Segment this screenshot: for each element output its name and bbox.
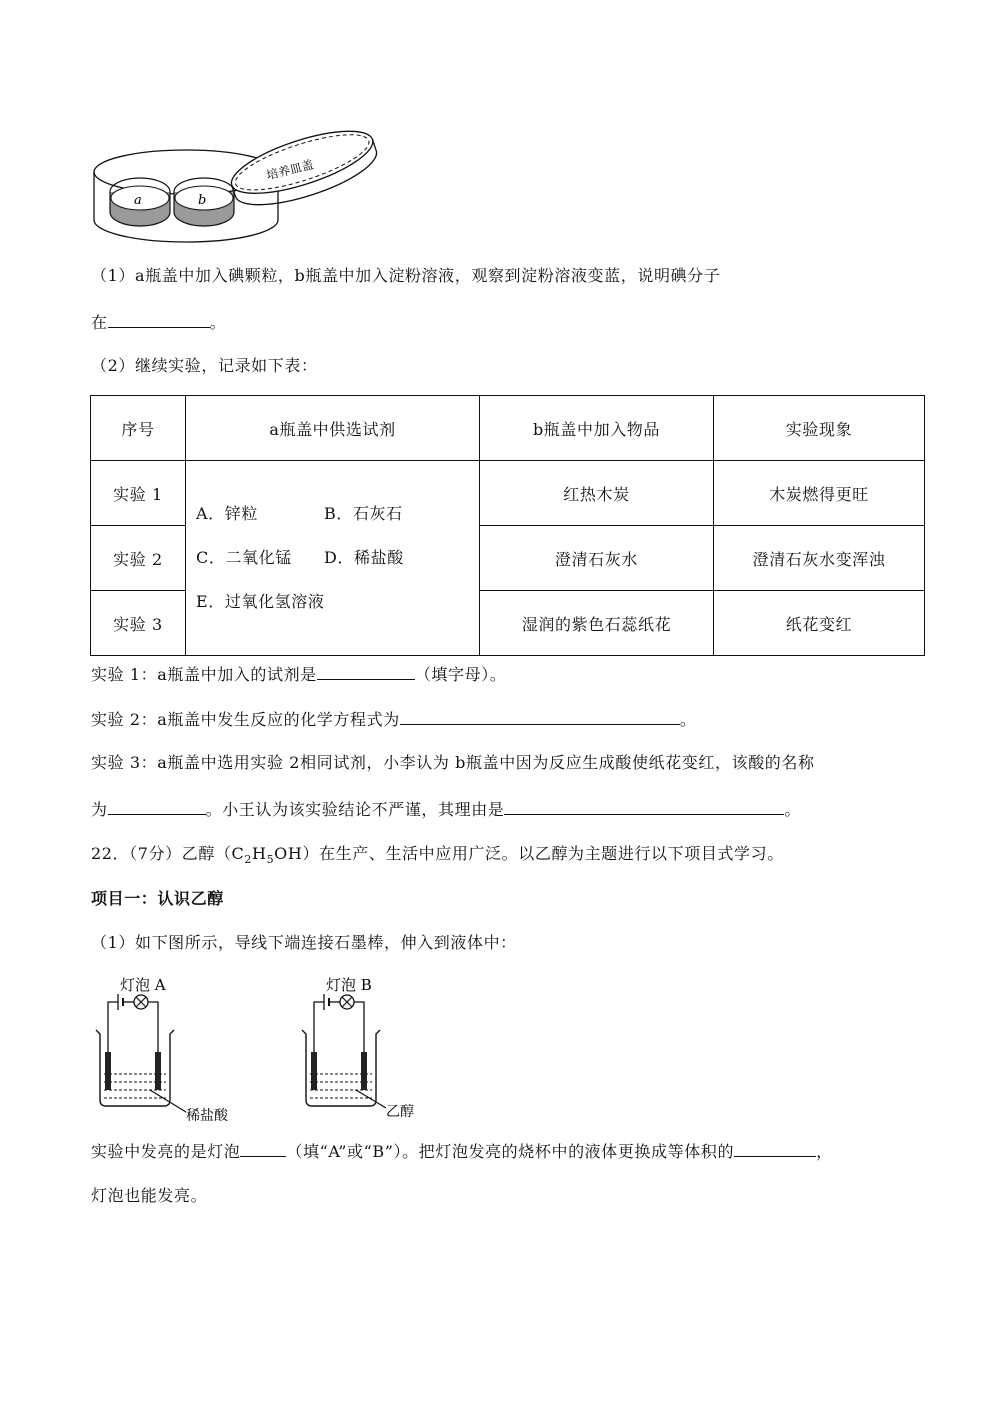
row-phenomenon: 澄清石灰水变浑浊 [714,526,925,591]
final-line1 [91,1140,833,1163]
reagent-options [186,461,480,656]
row-b-item: 湿润的紫色石蕊纸花 [480,591,714,656]
q22-sub2: 5 [266,853,275,867]
header-phenomenon: 实验现象 [714,396,925,461]
reagent-c: C．二氧化锰 [196,548,292,567]
table-row [91,461,925,526]
q1-end: 。 [209,313,227,332]
final-mid: （填“A”或“B”）。把灯泡发亮的烧杯中的液体更换成等体积的 [286,1142,735,1161]
row-b-item: 红热木炭 [480,461,714,526]
exp3-line1: 实验 3：a瓶盖中选用实验 2相同试剂，小李认为 b瓶盖中因为反应生成酸使纸花变红，该酸的名称 [91,753,815,772]
answer-blank-exp3b[interactable] [504,798,784,815]
bottle-b-label: b [198,193,207,208]
header-a-reagent: a瓶盖中供选试剂 [186,396,480,461]
q1-cont: 在 [91,313,108,332]
answer-blank-exp2[interactable] [400,708,680,725]
final-prefix: 实验中发亮的是灯泡 [91,1142,241,1161]
bulb-circuit-figure [90,972,450,1128]
row-id: 实验 2 [91,526,186,591]
q22-line [91,843,784,871]
answer-blank-1[interactable] [108,311,210,328]
reagent-e: E．过氧化氢溶液 [196,592,325,611]
reagent-a: A．锌粒 [196,504,258,523]
answer-blank-liquid[interactable] [734,1140,816,1157]
q22-prefix: 22．（7分）乙醇（C [91,844,245,863]
final-end: ， [816,1142,833,1161]
beaker-b [302,976,414,1120]
beaker-a [96,976,229,1124]
bulb-b-label: 灯泡 B [326,976,372,994]
q22-1-text: （1）如下图所示，导线下端连接石墨棒，伸入到液体中： [91,933,517,952]
table-header-row [91,396,925,461]
row-phenomenon: 纸花变红 [714,591,925,656]
exp1-prefix: 实验 1：a瓶盖中加入的试剂是 [91,665,317,684]
exp3-line2 [91,798,801,821]
q22-suffix: OH）在生产、生活中应用广泛。以乙醇为主题进行以下项目式学习。 [274,844,784,863]
answer-blank-bulb[interactable] [240,1140,286,1157]
liquid-a-label: 稀盐酸 [186,1108,228,1124]
lid-label: 培养皿盖 [265,157,315,183]
exp3-end: 。 [784,800,802,819]
q1-continuation [91,311,226,334]
header-b-item: b瓶盖中加入物品 [480,396,714,461]
exp3-prefix: 为 [91,800,108,819]
reagent-d: D．稀盐酸 [324,548,404,567]
answer-blank-exp3a[interactable] [108,798,206,815]
bulb-a-label: 灯泡 A [120,976,166,994]
row-phenomenon: 木炭燃得更旺 [714,461,925,526]
row-id: 实验 3 [91,591,186,656]
exp1-line [91,663,506,686]
exp3-mid: 。小王认为该实验结论不严谨，其理由是 [205,800,505,819]
q2-text: （2）继续实验，记录如下表： [91,356,318,375]
experiment-table [90,395,925,656]
exp2-suffix: 。 [679,710,697,729]
final-line2: 灯泡也能发亮。 [91,1186,208,1205]
q22-mid: H [252,844,267,863]
header-id: 序号 [91,396,186,461]
q22-sub1: 2 [244,853,252,867]
row-b-item: 澄清石灰水 [480,526,714,591]
reagent-b: B．石灰石 [324,504,403,523]
petri-dish-figure [90,122,390,252]
row-id: 实验 1 [91,461,186,526]
liquid-b-label: 乙醇 [386,1104,414,1120]
project1-title: 项目一：认识乙醇 [91,889,224,908]
exp2-prefix: 实验 2：a瓶盖中发生反应的化学方程式为 [91,710,400,729]
exp1-suffix: （填字母）。 [414,665,507,684]
bottle-a-label: a [134,193,142,208]
q1-text: （1）a瓶盖中加入碘颗粒，b瓶盖中加入淀粉溶液，观察到淀粉溶液变蓝，说明碘分子 [91,266,721,285]
exp2-line [91,708,696,731]
answer-blank-exp1[interactable] [317,663,415,680]
